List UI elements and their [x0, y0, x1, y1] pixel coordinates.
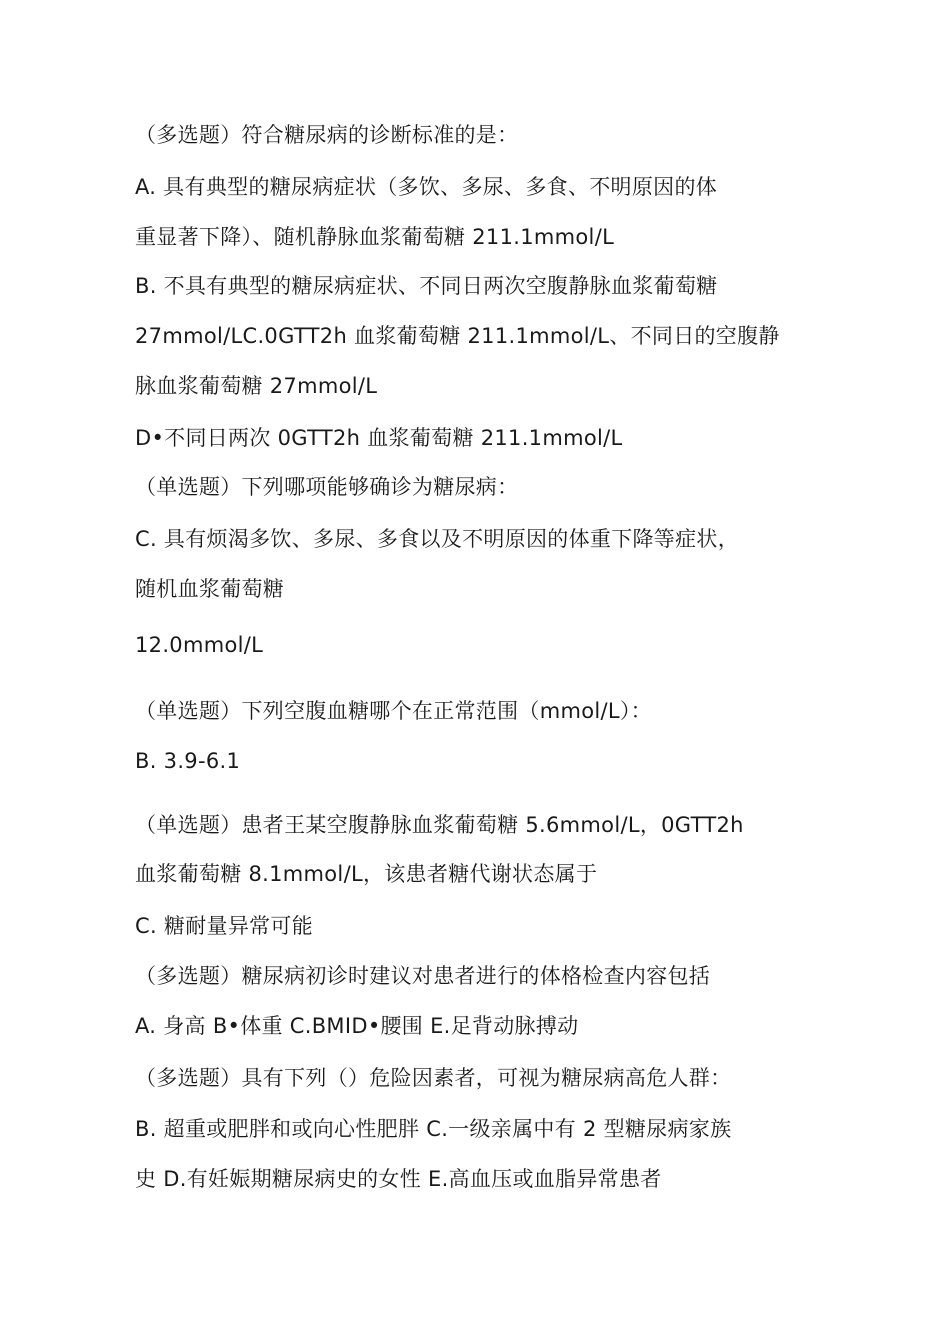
- question-1-option-a-line1: A. 具有典型的糖尿病症状（多饮、多尿、多食、不明原因的体: [135, 175, 718, 199]
- question-1-option-b-line2: 27mmol/LC.0GTT2h 血浆葡萄糖 211.1mmol/L、不同日的空腹静: [135, 324, 780, 348]
- question-3-stem: （单选题）下列空腹血糖哪个在正常范围（mmol/L）：: [135, 699, 652, 723]
- question-1-option-b-line1: B. 不具有典型的糖尿病症状、不同日两次空腹静脉血浆葡萄糖: [135, 274, 718, 298]
- question-6-stem: （多选题）具有下列（）危险因素者，可视为糖尿病高危人群：: [135, 1066, 732, 1090]
- question-4-stem-line2: 血浆葡萄糖 8.1mmol/L，该患者糖代谢状态属于: [135, 862, 598, 886]
- question-1-option-c-line2: 脉血浆葡萄糖 27mmol/L: [135, 374, 378, 398]
- question-5-answer: A. 身高 B•体重 C.BMID•腰围 E.足背动脉搏动: [135, 1014, 579, 1038]
- question-1-stem: （多选题）符合糖尿病的诊断标准的是：: [135, 123, 519, 147]
- question-1-option-d: D•不同日两次 0GTT2h 血浆葡萄糖 211.1mmol/L: [135, 426, 623, 450]
- question-4-answer: C. 糖耐量异常可能: [135, 914, 314, 938]
- question-2-stem: （单选题）下列哪项能够确诊为糖尿病：: [135, 475, 519, 499]
- question-2-answer-line1: C. 具有烦渴多饮、多尿、多食以及不明原因的体重下降等症状，: [135, 527, 740, 551]
- question-4-stem-line1: （单选题）患者王某空腹静脉血浆葡萄糖 5.6mmol/L，0GTT2h: [135, 813, 744, 837]
- question-2-answer-line3: 12.0mmol/L: [135, 633, 264, 657]
- question-6-answer-line2: 史 D.有妊娠期糖尿病史的女性 E.高血压或血脂异常患者: [135, 1167, 662, 1191]
- question-5-stem: （多选题）糖尿病初诊时建议对患者进行的体格检查内容包括: [135, 964, 711, 988]
- question-3-answer: B. 3.9-6.1: [135, 749, 241, 773]
- question-2-answer-line2: 随机血浆葡萄糖: [135, 577, 285, 601]
- question-1-option-a-line2: 重显著下降）、随机静脉血浆葡萄糖 211.1mmol/L: [135, 225, 615, 249]
- question-6-answer-line1: B. 超重或肥胖和或向心性肥胖 C.一级亲属中有 2 型糖尿病家族: [135, 1117, 732, 1141]
